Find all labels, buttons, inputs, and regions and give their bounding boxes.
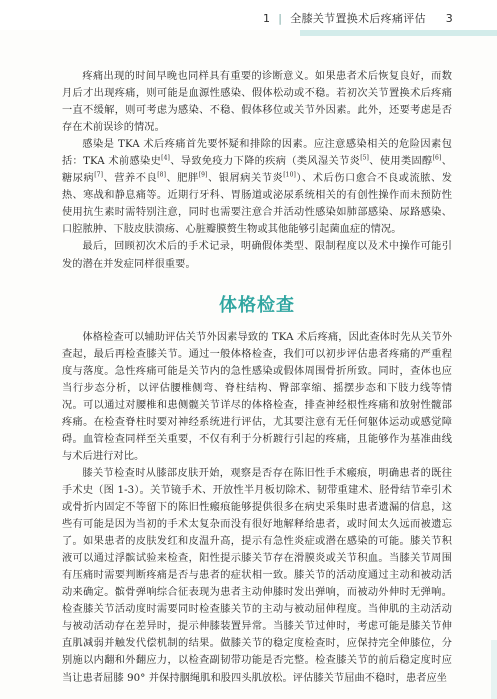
citation: [8]	[157, 171, 167, 179]
running-head	[263, 10, 453, 26]
citation: [4]	[161, 154, 170, 162]
citation: [6]	[432, 154, 442, 162]
paragraph-surgical-records: 最后，回顾初次术后的手术记录，明确假体类型、限制程度以及术中操作可能引发的潜在并发症同样很重要。	[62, 241, 452, 270]
citation: [7]	[94, 171, 104, 179]
header-accent-rule	[300, 30, 497, 36]
page-header	[0, 0, 497, 38]
section-title: 体格检查	[219, 294, 295, 316]
citation: [10]	[283, 171, 296, 179]
citation: [5]	[360, 154, 370, 162]
citation: [9]	[198, 171, 208, 179]
chapter-title: 全膝关节置换术后疼痛评估	[290, 12, 426, 25]
page-number: 3	[445, 12, 453, 25]
margin-accent	[491, 640, 497, 699]
page-body	[62, 68, 452, 687]
paragraph-physical-exam: 体格检查可以辅助评估关节外因素导致的 TKA 术后疼痛，因此查体时先从关节外查起，最后再检查膝关节。通过一般体格检查，我们可以初步评估患者疼痛的严重程度与落度。急性疼痛可能是关节内的急性感染或假体周围骨折所致。同时，查体也应当行步态分析，以评估腰椎侧弯、脊柱结构、臀部挛缩、摇摆步态和下肢力线等情况。可以通过对腰椎和患侧髋关节详尽的体格检查，排查神经根性疼痛和放射性髋部疼痛。在检查脊柱时要对神经系统进行评估，尤其要注意有无任何躯体运动或感觉障碍。血管检查同样至关重要，不仅有利于分析踱行引起的疼痛，且能够作为基准曲线与术后进行对比。	[62, 331, 452, 462]
chapter-number: 1	[262, 12, 271, 25]
paragraph-infection: 感染是 TKA 术后疼痛首先要怀疑和排除的因素。应注意感染相关的危险因素包括：TKA 术前感染史[4]、导致免疫力下降的疾病（类风湿关节炎[5]、使用类固醇[6]、糖尿病[7]、营养不良[8]、肥胖[9]、银屑病关节炎[10]）、术后伤口愈合不良或流脓、发热、寒战和静息痛等。近期行牙科、胃肠道或泌尿系统相关的有创性操作而未预防性使用抗生素时需特别注意，同时也需要注意合并活动性感染如肺部感染、尿路感染、口腔脓肿、下肢皮肤溃疡、心脏瓣膜赘生物或其他能够引起菌血症的情况。	[62, 139, 452, 236]
paragraph-pain-timing: 疼痛出现的时间早晚也同样具有重要的诊断意义。如果患者术后恢复良好，而数月后才出现疼痛，则可能是血源性感染、假体松动或不稳。若初次关节置换术后疼痛一直不缓解，则可考虑为感染、不稳、假体移位或关节外因素。此外，还要考虑是否存在术前误诊的情况。	[62, 71, 452, 134]
paragraph-knee-exam: 膝关节检查时从膝部皮肤开始，观察是否存在陈旧性手术瘢痕，明确患者的既往手术史（图 1-3）。关节镜手术、开放性半月板切除术、韧带重建术、胫骨结节牵引术或骨折内固定不等留下的陈旧性瘢痕能够提供很多在病史采集时患者遗漏的信息，这些有可能是因为当初的手术太复杂而没有很好地解释给患者，或时间太久远而被遗忘了。如果患者的皮肤发红和皮温升高，提示有急性炎症或潜在感染的可能。膝关节积液可以通过浮髌试验来检查，阳性提示膝关节存在滑膜炎或关节积血。当膝关节周围有压痛时需要判断疼痛是否与患者的症状相一致。膝关节的活动度通过主动和被动活动来确定。髌骨弹响综合征表现为患者主动伸膝时发出弹响，而被动外伸时无弹响。检查膝关节活动度时需要同时检查膝关节的主动与被动屈伸程度。当伸肌的主动活动与被动活动存在差异时，提示伸膝装置异常。当膝关节过伸时，考虑可能是膝关节伸直肌减弱并触发代偿机制的结果。做膝关节的稳定度检查时，应保持完全伸膝位，分别施以内翻和外翻应力，以检查副韧带功能是否完整。检查膝关节的前后稳定度时应当让患者屈膝 90° 并保持胭绳肌和股四头肌放松。评估膝关节屈曲不稳时，患者应坐	[62, 467, 452, 684]
header-separator: |	[278, 12, 283, 25]
